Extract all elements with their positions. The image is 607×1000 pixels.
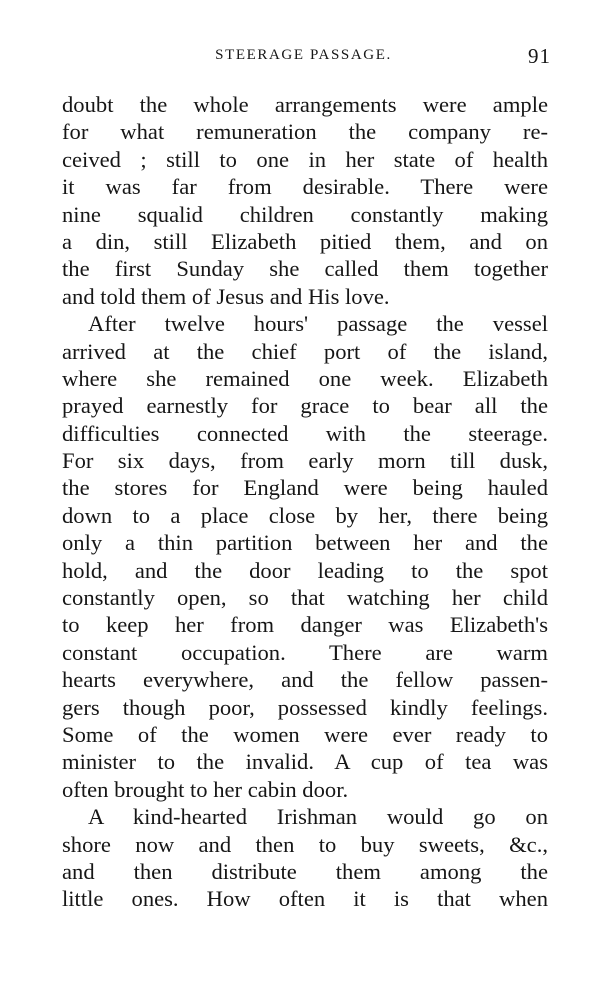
text-line: a din, still Elizabeth pitied them, and on bbox=[62, 228, 548, 254]
text-line: difficulties connected with the steerage. bbox=[62, 420, 548, 446]
text-line: and then distribute them among the bbox=[62, 858, 548, 884]
text-line: the stores for England were being hauled bbox=[62, 475, 548, 501]
text-line: it was far from desirable. There were bbox=[62, 174, 548, 200]
text-line: down to a place close by her, there being bbox=[62, 502, 548, 528]
text-line: hold, and the door leading to the spot bbox=[62, 557, 548, 583]
text-line: for what remuneration the company re- bbox=[62, 119, 548, 145]
text-line: prayed earnestly for grace to bear all the bbox=[62, 393, 548, 419]
text-line: to keep her from danger was Elizabeth's bbox=[62, 612, 548, 638]
page-number: 91 bbox=[528, 44, 551, 68]
text-line: After twelve hours' passage the vessel bbox=[88, 311, 548, 337]
text-line: often brought to her cabin door. bbox=[62, 776, 349, 802]
text-line: the first Sunday she called them together bbox=[62, 256, 548, 282]
text-line: arrived at the chief port of the island, bbox=[62, 338, 548, 364]
text-line: nine squalid children constantly making bbox=[62, 201, 548, 227]
text-line: hearts everywhere, and the fellow passen- bbox=[62, 667, 548, 693]
body-text bbox=[62, 91, 548, 913]
text-line: ceived ; still to one in her state of health bbox=[62, 146, 548, 172]
text-line: where she remained one week. Elizabeth bbox=[62, 365, 548, 391]
text-line: shore now and then to buy sweets, &c., bbox=[62, 831, 548, 857]
text-line: constant occupation. There are warm bbox=[62, 639, 548, 665]
text-line: doubt the whole arrangements were ample bbox=[62, 92, 548, 117]
text-line: little ones. How often it is that when bbox=[62, 886, 548, 912]
text-line: constantly open, so that watching her child bbox=[62, 585, 548, 611]
running-title: STEERAGE PASSAGE. bbox=[215, 47, 392, 63]
text-line: and told them of Jesus and His love. bbox=[62, 283, 390, 309]
text-line: Some of the women were ever ready to bbox=[62, 721, 548, 747]
text-line: minister to the invalid. A cup of tea was bbox=[62, 749, 548, 775]
text-line: only a thin partition between her and the bbox=[62, 530, 548, 556]
text-line: A kind-hearted Irishman would go on bbox=[88, 804, 548, 830]
text-line: gers though poor, possessed kindly feelings. bbox=[62, 694, 548, 720]
running-head bbox=[60, 44, 551, 74]
text-line: For six days, from early morn till dusk, bbox=[62, 448, 548, 474]
